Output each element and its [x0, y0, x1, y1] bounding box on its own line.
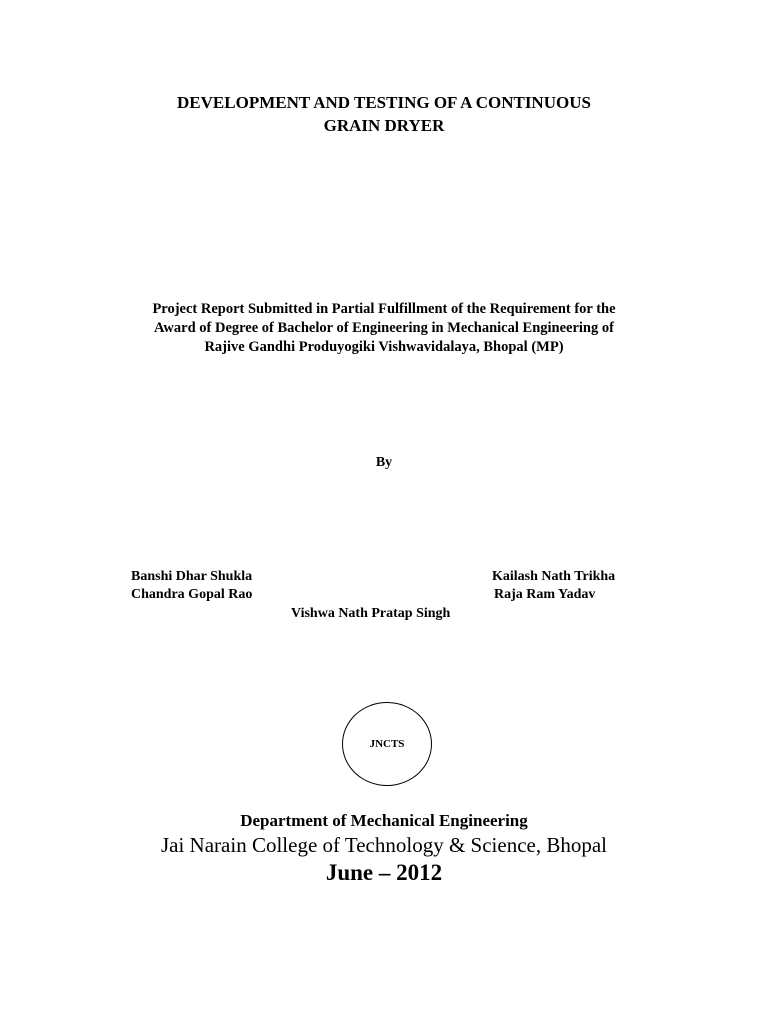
- college-name: Jai Narain College of Technology & Science, Bhopal: [160, 833, 608, 857]
- report-date: June – 2012: [325, 860, 443, 885]
- seal-text: JNCTS: [369, 738, 405, 750]
- author-name: Banshi Dhar Shukla: [131, 569, 253, 584]
- author-name: Kailash Nath Trikha: [492, 569, 616, 584]
- by-label: By: [375, 455, 393, 470]
- submission-line-3: Rajive Gandhi Produyogiki Vishwavidalaya, Bhopal (MP): [204, 339, 564, 355]
- title-line-1: DEVELOPMENT AND TESTING OF A CONTINUOUS: [177, 93, 591, 112]
- author-name: Raja Ram Yadav: [494, 587, 596, 602]
- title-line-2: GRAIN DRYER: [323, 116, 445, 135]
- author-name: Vishwa Nath Pratap Singh: [291, 606, 451, 621]
- college-seal: [342, 702, 432, 786]
- submission-line-2: Award of Degree of Bachelor of Engineering in Mechanical Engineering of: [154, 320, 614, 336]
- submission-line-1: Project Report Submitted in Partial Fulfillment of the Requirement for the: [152, 301, 616, 317]
- department-name: Department of Mechanical Engineering: [240, 811, 528, 830]
- author-name: Chandra Gopal Rao: [131, 587, 253, 602]
